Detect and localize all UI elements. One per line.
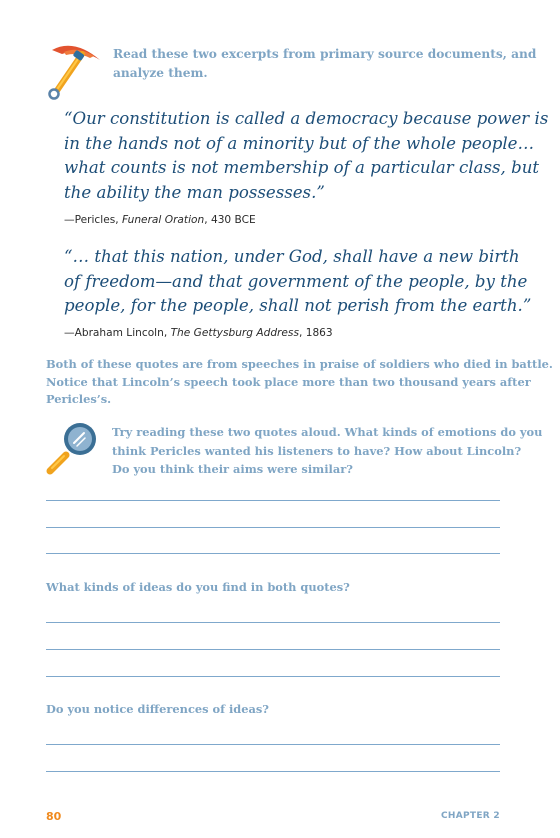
quote-line: “Our constitution is called a democracy because power is	[64, 109, 549, 128]
attribution-work: Funeral Oration	[121, 214, 205, 226]
magnifying-glass-icon	[44, 419, 102, 477]
context-paragraph	[46, 356, 553, 409]
quote-line: “… that this nation, under God, shall have a new birth	[64, 247, 520, 266]
paragraph-line: Pericles’s.	[46, 392, 112, 406]
quote-line: what counts is not membership of a particular class, but	[64, 158, 540, 177]
answer-line[interactable]	[46, 500, 500, 501]
chapter-label: CHAPTER 2	[440, 811, 500, 821]
pericles-quote	[64, 107, 548, 205]
answer-line[interactable]	[46, 744, 500, 745]
discussion-prompt	[112, 423, 543, 479]
pickaxe-icon	[44, 40, 106, 100]
intro-line: Read these two excerpts from primary source documents, and	[113, 47, 537, 61]
question-common-ideas: What kinds of ideas do you find in both quotes?	[46, 580, 350, 594]
paragraph-line: Notice that Lincoln’s speech took place more than two thousand years after	[46, 374, 531, 389]
question-differences: Do you notice differences of ideas?	[46, 702, 269, 716]
quote-line: people, for the people, shall not perish from the earth.”	[64, 296, 532, 315]
attribution-work: The Gettysburg Address	[170, 327, 299, 339]
attribution-author: —Abraham Lincoln,	[64, 327, 168, 339]
answer-line[interactable]	[46, 771, 500, 772]
prompt-line: Try reading these two quotes aloud. What kinds of emotions do you	[112, 425, 543, 439]
pericles-attribution	[64, 214, 256, 226]
quote-line: in the hands not of a minority but of the whole people…	[64, 133, 535, 153]
lincoln-quote	[64, 245, 531, 319]
paragraph-line: Both of these quotes are from speeches in praise of soldiers who died in battle.	[46, 357, 553, 371]
prompt-line: Do you think their aims were similar?	[112, 462, 353, 476]
page-number: 80	[46, 810, 62, 823]
intro-instruction	[113, 45, 537, 83]
answer-line[interactable]	[46, 649, 500, 650]
answer-line[interactable]	[46, 676, 500, 677]
answer-line[interactable]	[46, 527, 500, 528]
lincoln-attribution	[64, 327, 333, 339]
prompt-line: think Pericles wanted his listeners to have? How about Lincoln?	[112, 443, 522, 458]
quote-line: the ability the man possesses.”	[64, 182, 325, 202]
attribution-date: , 1863	[298, 327, 333, 339]
answer-line[interactable]	[46, 553, 500, 554]
intro-line: analyze them.	[113, 66, 208, 80]
attribution-date: , 430 BCE	[204, 214, 256, 226]
attribution-author: —Pericles,	[64, 214, 119, 226]
answer-line[interactable]	[46, 622, 500, 623]
quote-line: of freedom—and that government of the people, by the	[64, 271, 528, 291]
